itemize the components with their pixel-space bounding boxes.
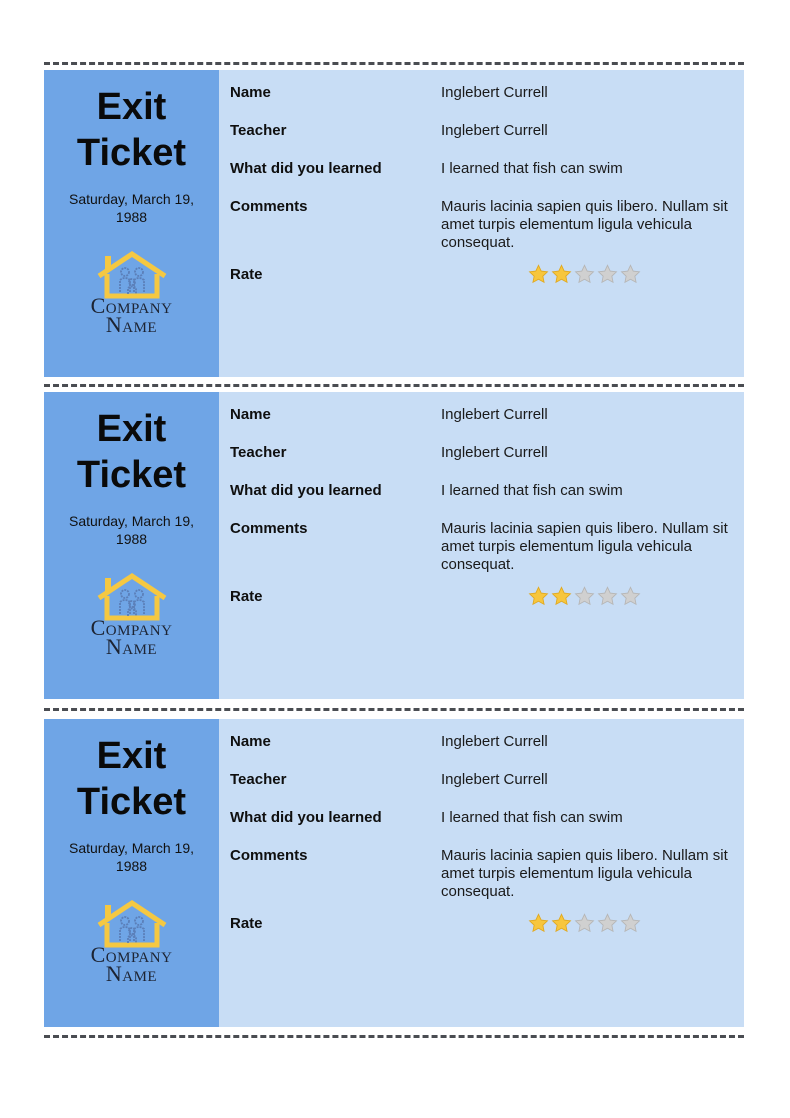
field-value[interactable]: Inglebert Currell [441,84,548,101]
field-teacher [230,122,730,140]
field-label: Teacher [230,444,287,461]
ticket-side-panel [44,392,219,699]
field-label: Name [230,84,271,101]
field-label: Rate [230,915,263,932]
field-value[interactable]: Inglebert Currell [441,444,548,461]
title-line-2: Ticket [76,781,187,823]
field-value[interactable]: I learned that fish can swim [441,160,623,177]
ticket-form-panel [219,392,744,699]
company-name [90,942,173,986]
exit-ticket [44,70,744,377]
ticket-title [77,84,186,176]
field-rate [230,588,730,606]
field-teacher [230,444,730,462]
star-rating[interactable] [528,264,641,284]
field-value[interactable]: Inglebert Currell [441,406,548,423]
field-label: Teacher [230,771,287,788]
field-teacher [230,771,730,789]
ticket-date: Saturday, March 19, 1988 [68,191,195,225]
exit-ticket [44,719,744,1027]
field-value[interactable]: Mauris lacinia sapien quis libero. Nullam sit amet turpis elementum ligula vehicula consequat. [441,520,728,573]
title-line-2: Ticket [76,132,187,174]
field-name [230,84,730,102]
ticket-form-panel [219,719,744,1027]
star-rating[interactable] [528,913,641,933]
field-name [230,406,730,424]
field-learned [230,482,730,500]
field-name [230,733,730,751]
field-label: What did you learned [230,160,382,177]
star-empty-icon[interactable] [620,264,641,284]
company-logo [90,250,173,337]
field-label: Name [230,406,271,423]
company-name-line-2: Name [105,961,158,986]
title-line-1: Exit [96,735,167,777]
field-value[interactable]: Mauris lacinia sapien quis libero. Nullam sit amet turpis elementum ligula vehicula consequat. [441,847,728,900]
star-filled-icon[interactable] [551,913,572,933]
star-empty-icon[interactable] [620,586,641,606]
field-label: Rate [230,266,263,283]
field-rate [230,266,730,284]
company-name-line-2: Name [105,312,158,337]
field-label: What did you learned [230,809,382,826]
company-name-line-2: Name [105,634,158,659]
field-learned [230,160,730,178]
star-empty-icon[interactable] [574,586,595,606]
star-empty-icon[interactable] [620,913,641,933]
title-line-2: Ticket [76,454,187,496]
exit-ticket [44,392,744,699]
field-label: Comments [230,847,308,864]
star-filled-icon[interactable] [528,264,549,284]
field-comments [230,847,730,901]
field-label: Teacher [230,122,287,139]
company-logo [90,899,173,986]
cut-line [44,62,744,65]
star-filled-icon[interactable] [551,264,572,284]
star-empty-icon[interactable] [597,913,618,933]
ticket-date: Saturday, March 19, 1988 [68,840,195,874]
ticket-date: Saturday, March 19, 1988 [68,513,195,547]
field-label: Comments [230,198,308,215]
field-label: Name [230,733,271,750]
cut-line [44,384,744,387]
company-name-line-1: Company [90,293,173,318]
field-label: Rate [230,588,263,605]
company-name-line-1: Company [90,615,173,640]
star-empty-icon[interactable] [597,586,618,606]
company-name [90,615,173,659]
cut-line [44,708,744,711]
star-filled-icon[interactable] [528,913,549,933]
field-label: Comments [230,520,308,537]
field-label: What did you learned [230,482,382,499]
field-value[interactable]: I learned that fish can swim [441,482,623,499]
title-line-1: Exit [96,86,167,128]
field-learned [230,809,730,827]
star-filled-icon[interactable] [551,586,572,606]
ticket-title [77,733,186,825]
field-value[interactable]: Inglebert Currell [441,733,548,750]
field-value[interactable]: Mauris lacinia sapien quis libero. Nullam sit amet turpis elementum ligula vehicula consequat. [441,198,728,251]
star-empty-icon[interactable] [597,264,618,284]
field-value[interactable]: I learned that fish can swim [441,809,623,826]
field-value[interactable]: Inglebert Currell [441,122,548,139]
company-name-line-1: Company [90,942,173,967]
ticket-title [77,406,186,498]
field-comments [230,520,730,574]
star-rating[interactable] [528,586,641,606]
star-empty-icon[interactable] [574,913,595,933]
field-rate [230,915,730,933]
ticket-form-panel [219,70,744,377]
title-line-1: Exit [96,408,167,450]
company-name [90,293,173,337]
ticket-side-panel [44,70,219,377]
cut-line [44,1035,744,1038]
field-value[interactable]: Inglebert Currell [441,771,548,788]
company-logo [90,572,173,659]
field-comments [230,198,730,252]
ticket-side-panel [44,719,219,1027]
star-filled-icon[interactable] [528,586,549,606]
star-empty-icon[interactable] [574,264,595,284]
